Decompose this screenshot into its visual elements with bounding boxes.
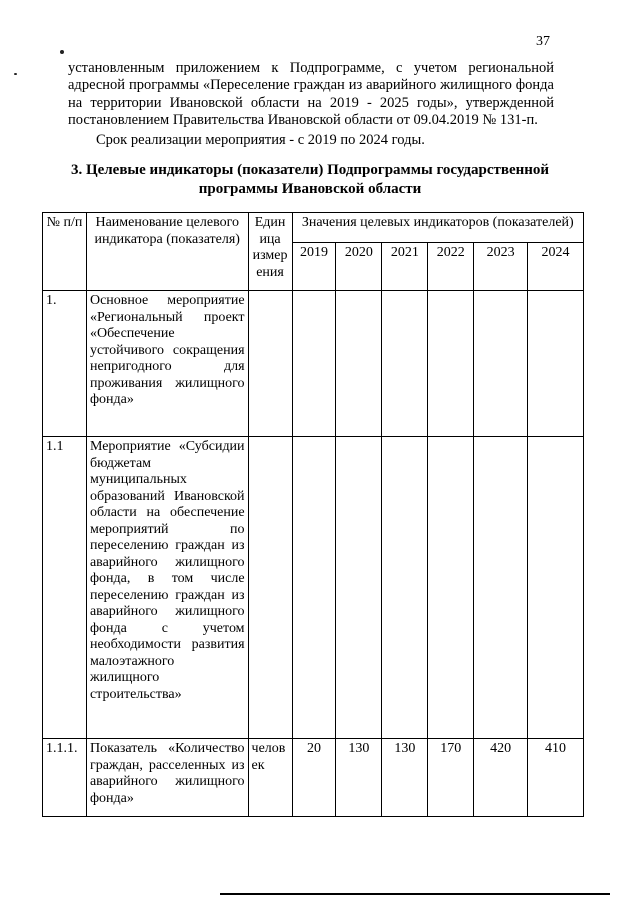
- row-name: Мероприятие «Субсидии бюджетам муниципальных образований Ивановской области на обеспечение мероприятий по переселению граждан из аварийного жилищного фонда, в том числе переселению граждан из аварийного жилищного фонда с учетом необходимости развития малоэтажного жилищного строительства»: [86, 437, 248, 739]
- header-unit: Един ица измер ения: [248, 213, 292, 291]
- row-value: [428, 291, 474, 437]
- row-value: [474, 291, 528, 437]
- row-value: 170: [428, 739, 474, 817]
- row-value: [474, 437, 528, 739]
- row-unit: [248, 437, 292, 739]
- row-name: Показатель «Количество граждан, расселенных из аварийного жилищного фонда»: [86, 739, 248, 817]
- header-year: 2019: [292, 243, 336, 291]
- row-value: [292, 437, 336, 739]
- row-value: [528, 291, 584, 437]
- intro-text: установленным приложением к Подпрограмме, с учетом региональной адресной программы «Переселение граждан из аварийного жилищного фонда на территории Ивановской области на 2019 - 2025 годы», утвержденной постановлением Правительства Ивановской области от 09.04.2019 № 131-п.: [68, 60, 554, 129]
- row-value: [292, 291, 336, 437]
- header-year: 2023: [474, 243, 528, 291]
- row-value: [428, 437, 474, 739]
- row-value: [382, 437, 428, 739]
- scan-mark: [60, 50, 64, 54]
- scan-mark: [14, 73, 17, 75]
- header-year: 2020: [336, 243, 382, 291]
- table-row: [43, 291, 584, 437]
- header-year: 2024: [528, 243, 584, 291]
- row-unit: [248, 291, 292, 437]
- bottom-rule: [220, 893, 610, 895]
- row-value: 410: [528, 739, 584, 817]
- section-title: 3. Целевые индикаторы (показатели) Подпрограммы государственной программы Ивановской области: [70, 162, 550, 197]
- row-unit: челов ек: [248, 739, 292, 817]
- table-row: [43, 437, 584, 739]
- row-value: 420: [474, 739, 528, 817]
- indicators-table: [42, 212, 584, 817]
- intro-paragraph: [68, 60, 554, 149]
- row-value: 20: [292, 739, 336, 817]
- row-num: 1.: [43, 291, 87, 437]
- table-row: [43, 739, 584, 817]
- header-year: 2021: [382, 243, 428, 291]
- deadline-text: Срок реализации мероприятия - с 2019 по 2024 годы.: [96, 131, 425, 148]
- header-values-group: Значения целевых индикаторов (показателей): [292, 213, 583, 243]
- row-value: 130: [382, 739, 428, 817]
- row-value: 130: [336, 739, 382, 817]
- row-value: [528, 437, 584, 739]
- row-value: [336, 291, 382, 437]
- row-value: [336, 437, 382, 739]
- table-header-row: [43, 213, 584, 243]
- row-num: 1.1.1.: [43, 739, 87, 817]
- row-name: Основное мероприятие «Региональный проект «Обеспечение устойчивого сокращения непригодного для проживания жилищного фонда»: [86, 291, 248, 437]
- header-year: 2022: [428, 243, 474, 291]
- page-number: 37: [536, 34, 550, 49]
- header-num: № п/п: [43, 213, 87, 291]
- row-num: 1.1: [43, 437, 87, 739]
- row-value: [382, 291, 428, 437]
- header-name: Наименование целевого индикатора (показателя): [86, 213, 248, 291]
